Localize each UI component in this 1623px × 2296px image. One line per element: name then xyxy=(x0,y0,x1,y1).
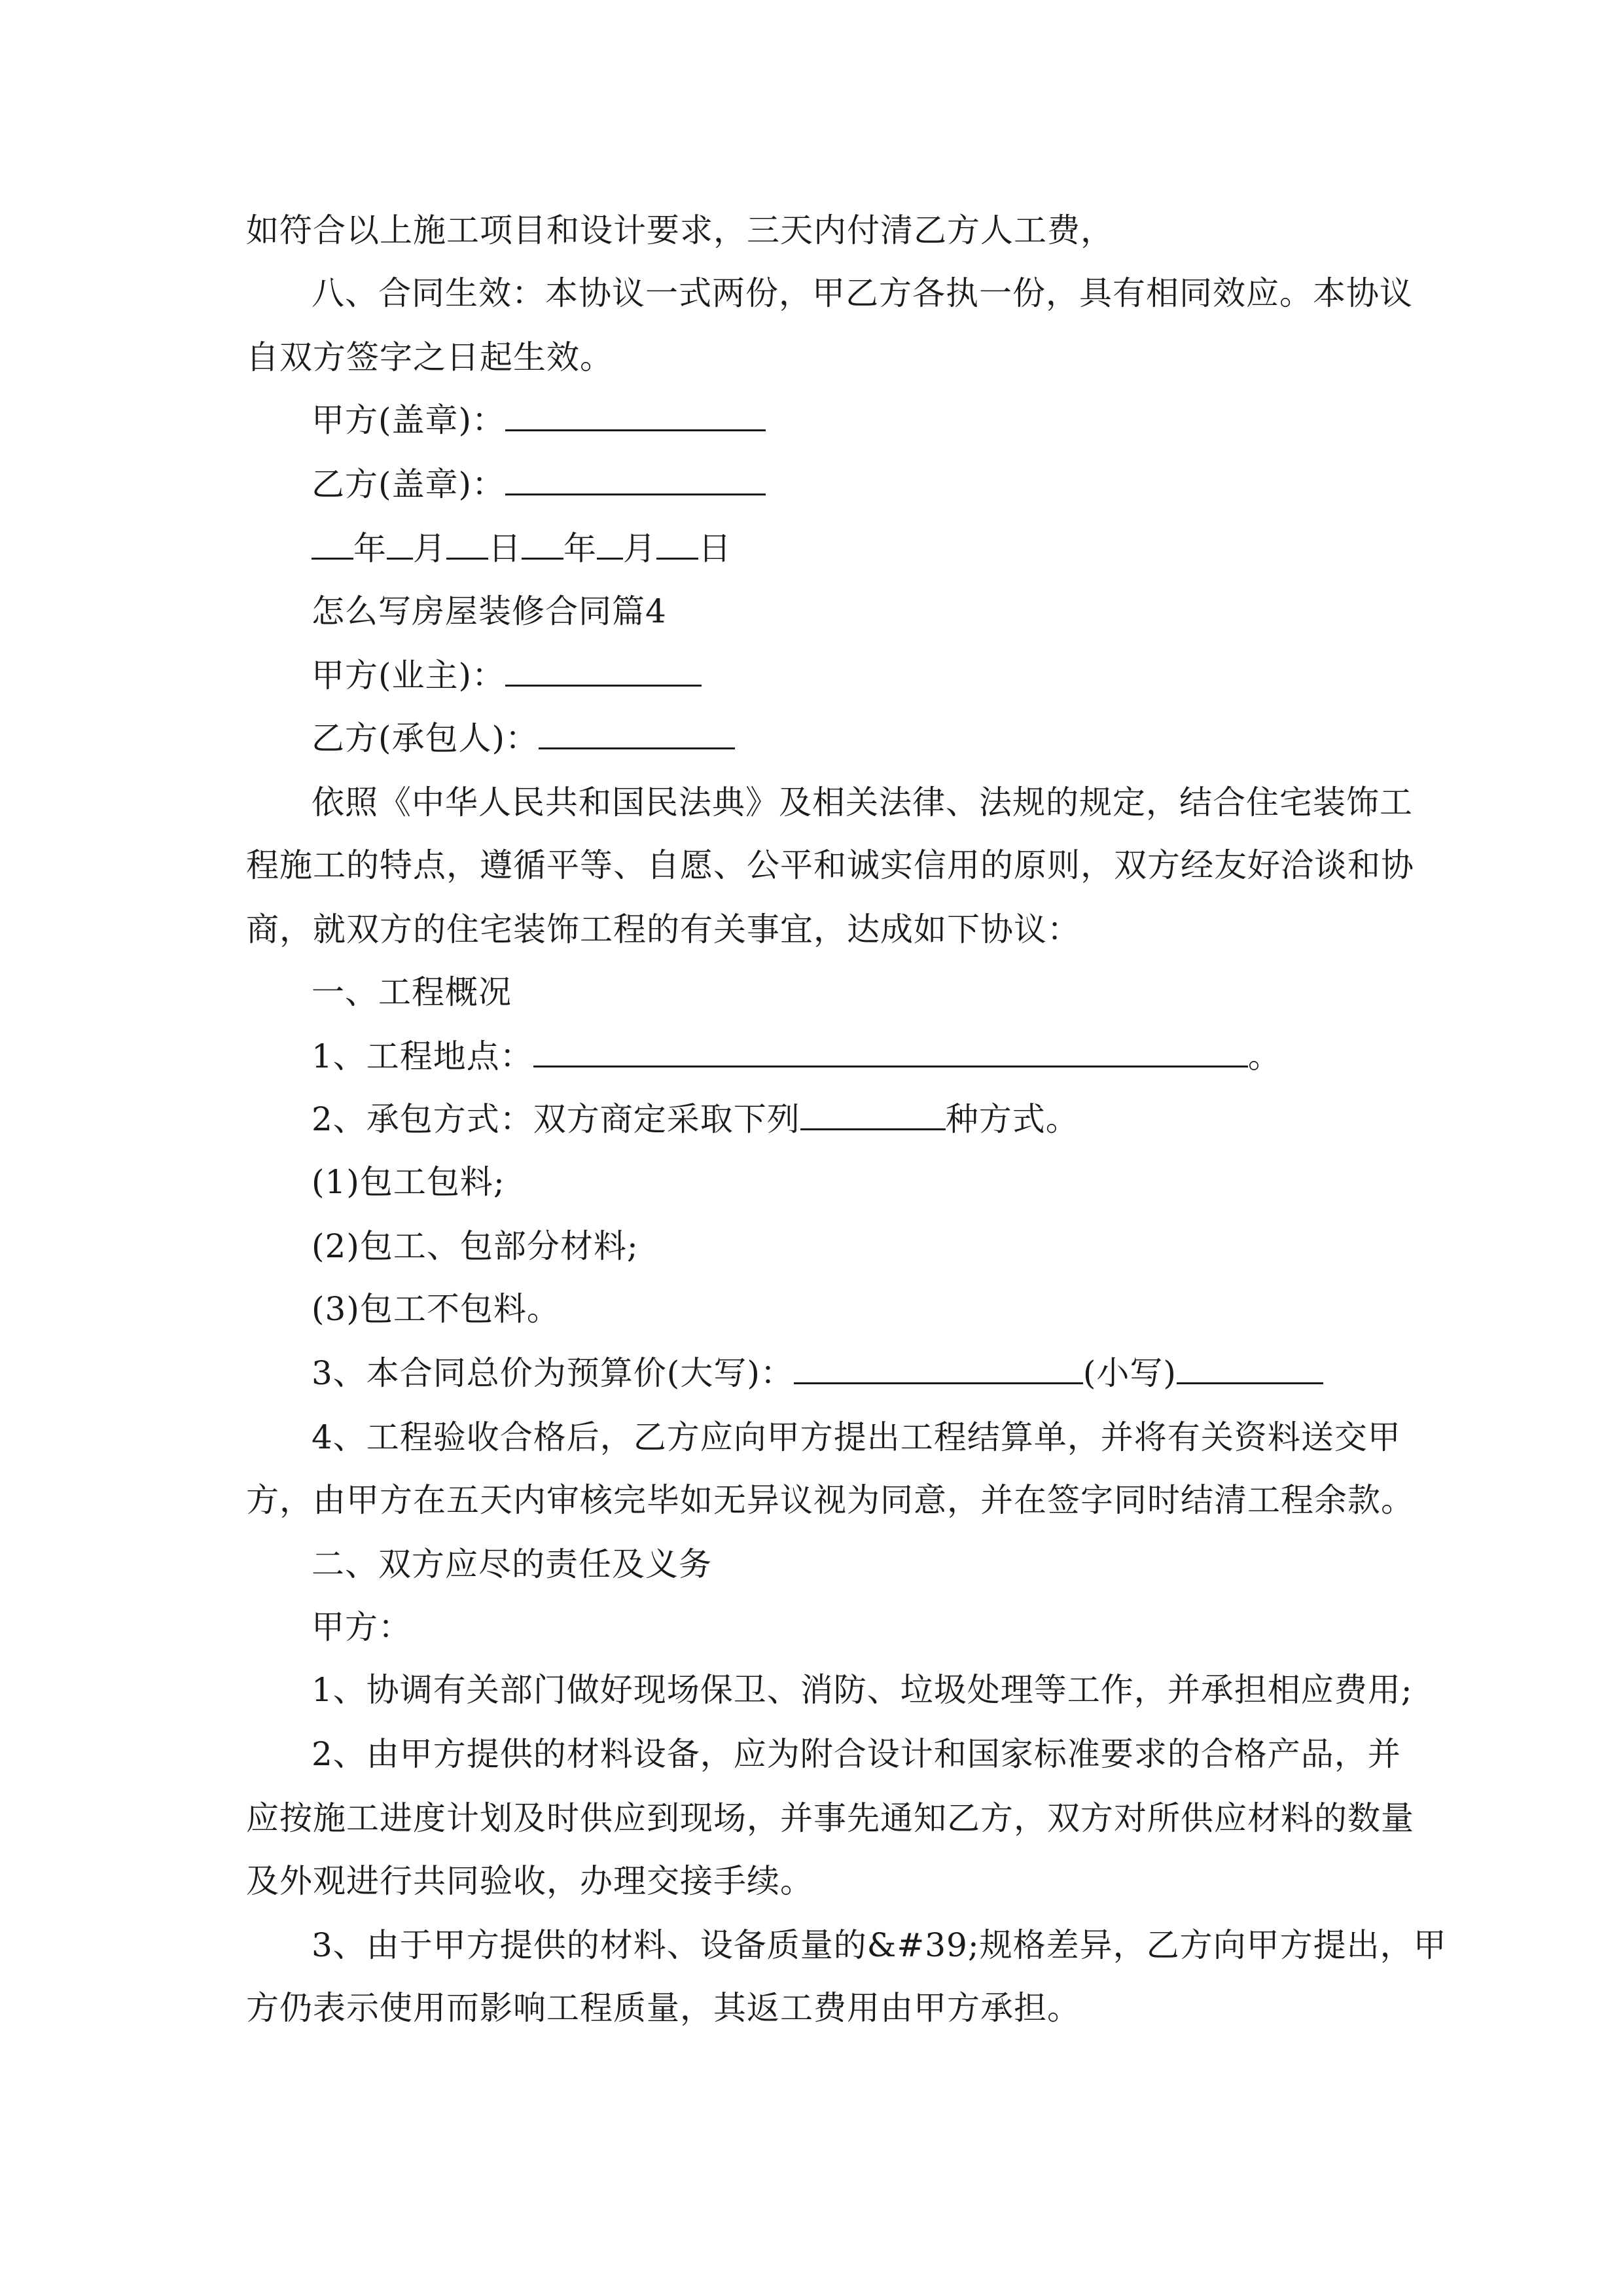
section-title: 怎么写房屋装修合同篇4 xyxy=(312,592,667,630)
contract-method-label: 2、承包方式：双方商定采取下列 xyxy=(312,1100,800,1138)
project-location-line xyxy=(312,1037,1281,1076)
obligation-line: 应按施工进度计划及时供应到现场，并事先通知乙方，双方对所供应材料的数量 xyxy=(246,1799,1414,1837)
obligation-line: 方仍表示使用而影响工程质量，其返工费用由甲方承担。 xyxy=(246,1989,1080,2027)
party-b-contractor-label: 乙方(承包人)： xyxy=(312,719,539,757)
section-heading: 一、工程概况 xyxy=(312,973,512,1011)
party-a-seal-line xyxy=(312,401,766,440)
date-blank xyxy=(387,529,413,560)
period-mark: 。 xyxy=(1247,1037,1281,1075)
obligation-line: 1、协调有关部门做好现场保卫、消防、垃圾处理等工作，并承担相应费用; xyxy=(312,1671,1413,1709)
party-b-seal-line xyxy=(312,465,766,504)
date-blank xyxy=(312,529,353,560)
list-item: (1)包工包料; xyxy=(312,1163,505,1201)
date-day-label: 日 xyxy=(698,529,732,567)
obligation-line: 2、由甲方提供的材料设备，应为附合设计和国家标准要求的合格产品，并 xyxy=(312,1735,1401,1773)
lowercase-label: (小写) xyxy=(1082,1354,1177,1392)
party-heading: 甲方： xyxy=(312,1608,412,1646)
project-location-label: 1、工程地点： xyxy=(312,1037,533,1075)
total-price-line xyxy=(312,1354,1323,1393)
date-year-label: 年 xyxy=(353,529,387,567)
date-blank xyxy=(597,529,623,560)
party-a-seal-blank xyxy=(505,401,766,431)
section-heading: 二、双方应尽的责任及义务 xyxy=(312,1545,712,1583)
obligation-line: 及外观进行共同验收，办理交接手续。 xyxy=(246,1862,813,1900)
contract-method-suffix: 种方式。 xyxy=(945,1100,1079,1138)
party-b-contractor-line xyxy=(312,719,735,758)
list-item: (2)包工、包部分材料; xyxy=(312,1227,639,1265)
party-b-contractor-blank xyxy=(539,719,735,749)
party-a-owner-blank xyxy=(505,656,702,687)
date-month-label: 月 xyxy=(413,529,446,567)
text-line: 4、工程验收合格后，乙方应向甲方提出工程结算单，并将有关资料送交甲 xyxy=(312,1418,1401,1456)
contract-method-line xyxy=(312,1100,1079,1139)
preamble-line: 商，就双方的住宅装饰工程的有关事宜，达成如下协议： xyxy=(246,910,1080,948)
party-a-seal-label: 甲方(盖章)： xyxy=(312,401,506,439)
date-line xyxy=(312,529,732,568)
party-a-owner-label: 甲方(业主)： xyxy=(312,656,506,694)
text-line: 方，由甲方在五天内审核完毕如无异议视为同意，并在签字同时结清工程余款。 xyxy=(246,1481,1414,1519)
total-price-words-blank xyxy=(794,1354,1083,1384)
date-blank xyxy=(656,529,698,560)
project-location-blank xyxy=(533,1037,1248,1067)
total-price-label: 3、本合同总价为预算价(大写)： xyxy=(312,1354,794,1392)
party-b-seal-blank xyxy=(505,465,766,495)
date-blank xyxy=(522,529,563,560)
list-item: (3)包工不包料。 xyxy=(312,1290,560,1328)
date-blank xyxy=(446,529,488,560)
contract-method-blank xyxy=(800,1100,946,1130)
text-line: 自双方签字之日起生效。 xyxy=(246,338,613,376)
preamble-line: 程施工的特点，遵循平等、自愿、公平和诚实信用的原则，双方经友好洽谈和协 xyxy=(246,846,1414,884)
clause-8-heading: 八、合同生效：本协议一式两份，甲乙方各执一份，具有相同效应。本协议 xyxy=(312,274,1413,312)
date-month-label: 月 xyxy=(623,529,656,567)
obligation-line: 3、由于甲方提供的材料、设备质量的&#39;规格差异，乙方向甲方提出，甲 xyxy=(312,1926,1447,1964)
party-a-owner-line xyxy=(312,656,702,695)
text-line: 如符合以上施工项目和设计要求，三天内付清乙方人工费， xyxy=(246,211,1114,249)
preamble-line: 依照《中华人民共和国民法典》及相关法律、法规的规定，结合住宅装饰工 xyxy=(312,783,1413,821)
date-day-label: 日 xyxy=(488,529,522,567)
party-b-seal-label: 乙方(盖章)： xyxy=(312,465,506,503)
date-year-label: 年 xyxy=(563,529,597,567)
total-price-digits-blank xyxy=(1177,1354,1323,1384)
